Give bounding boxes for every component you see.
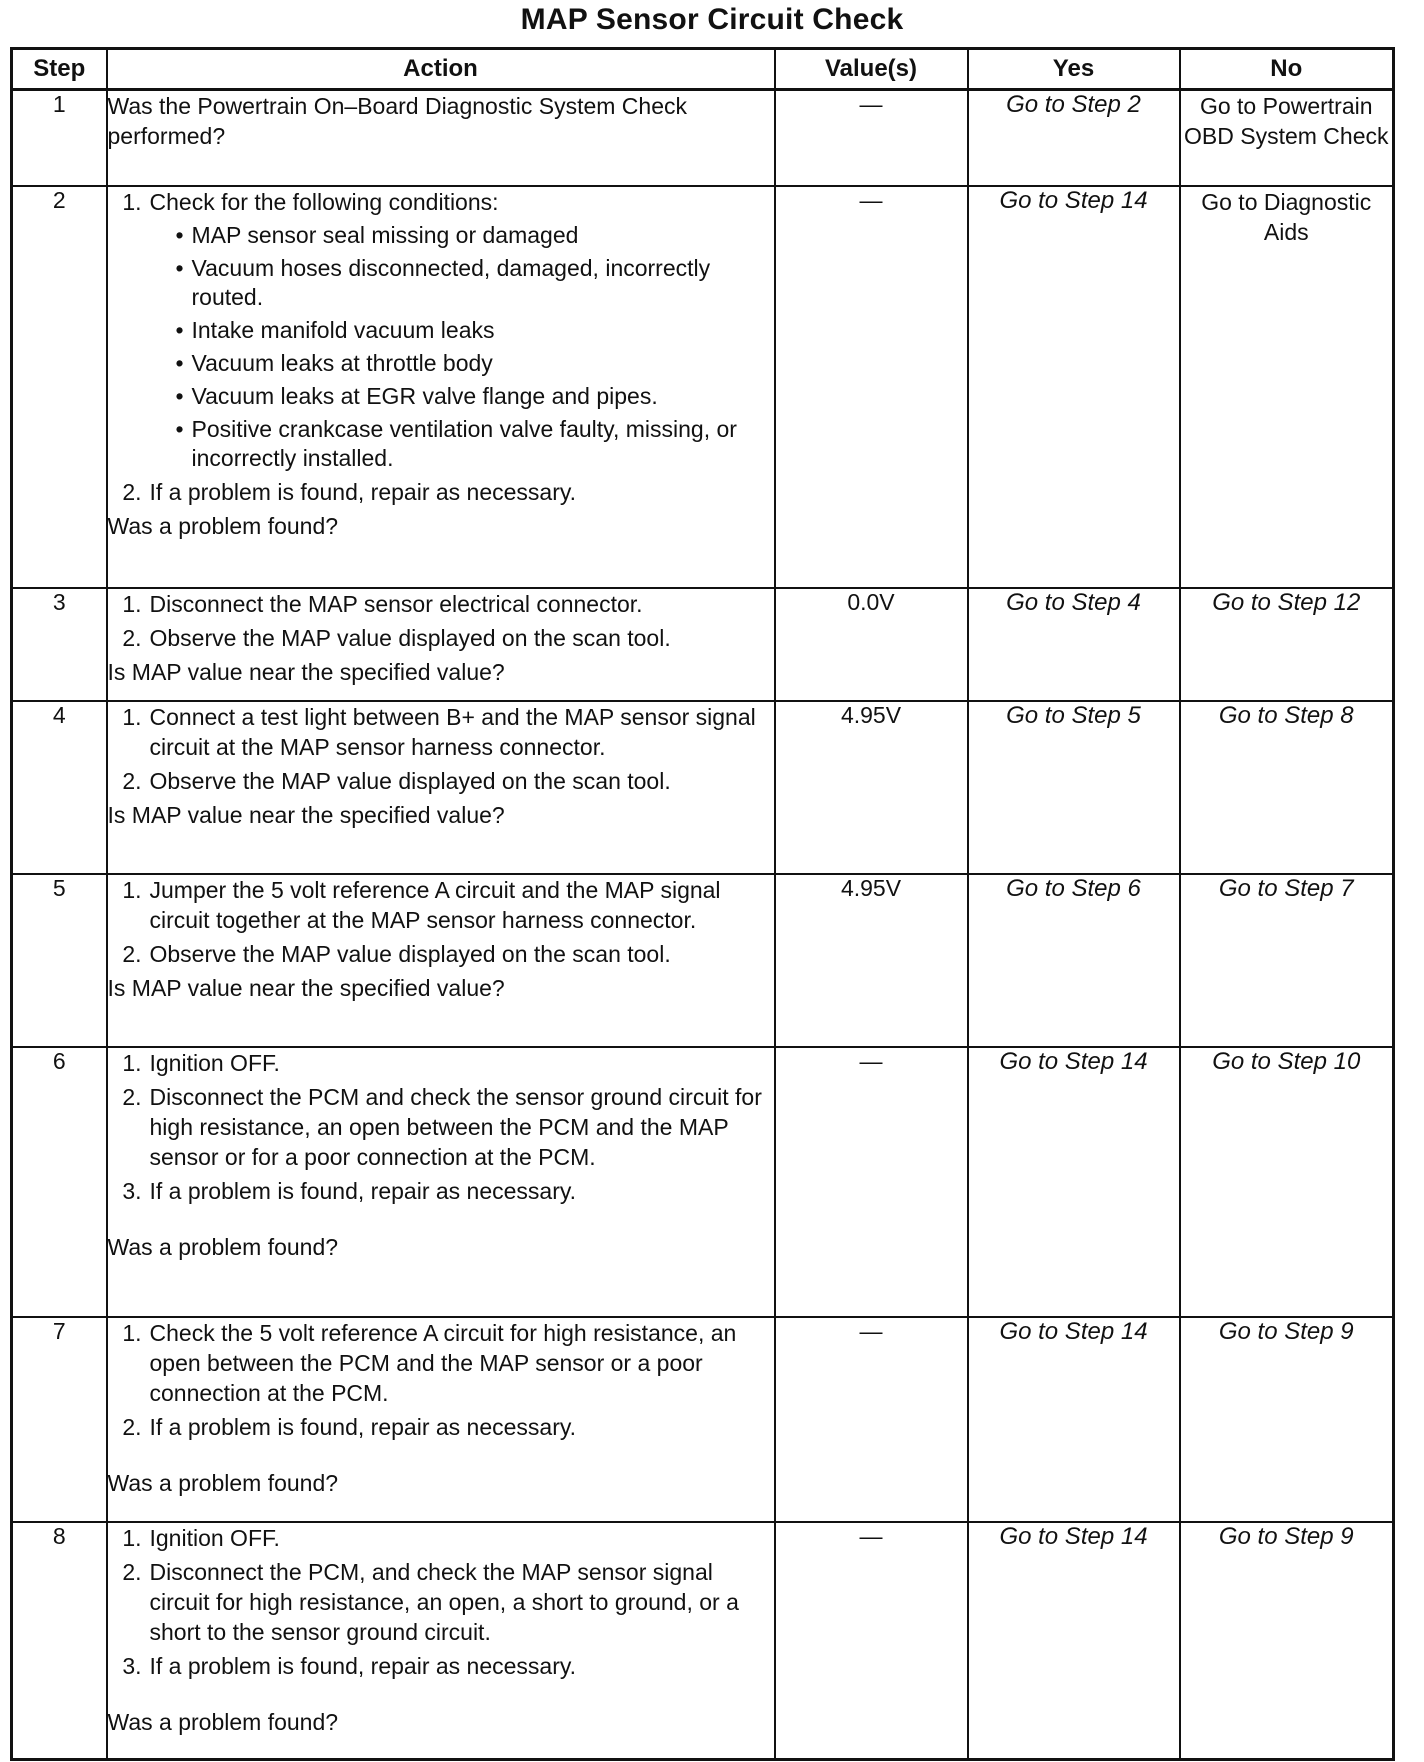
yes-cell (968, 1317, 1180, 1522)
yes-link[interactable]: Go to Step 4 (1006, 588, 1141, 616)
yes-link[interactable]: Go to Step 2 (1006, 91, 1141, 118)
table-row (12, 90, 1394, 186)
bullet-item: • MAP sensor seal missing or damaged (175, 221, 579, 248)
no-link[interactable]: Go to Step 9 (1218, 1317, 1354, 1345)
yes-link[interactable]: Go to Step 6 (1006, 874, 1141, 902)
no-link[interactable]: Go to Powertrain OBD System Check (1184, 93, 1389, 149)
action-question: Was the Powertrain On–Board Diagnostic System Check performed? (107, 93, 688, 149)
bullet-item: • Vacuum hoses disconnected, damaged, incorrectly routed. (175, 254, 711, 310)
action-cell (107, 1047, 775, 1317)
yes-link[interactable]: Go to Step 14 (999, 1522, 1148, 1550)
page-title: MAP Sensor Circuit Check (520, 3, 904, 36)
action-cell (107, 90, 775, 186)
numbered-item: 1. Disconnect the MAP sensor electrical connector. (122, 590, 643, 617)
table-row (12, 1317, 1394, 1522)
numbered-item: 1. Check for the following conditions: (122, 188, 499, 215)
action-cell (107, 874, 775, 1047)
table-row (12, 874, 1394, 1047)
header-row (12, 49, 1394, 90)
numbered-item: 2. If a problem is found, repair as necessary. (122, 1413, 577, 1440)
no-cell (1180, 701, 1394, 874)
numbered-item: 2. Observe the MAP value displayed on the scan tool. (122, 624, 671, 651)
header-step: Step (12, 49, 107, 90)
no-cell (1180, 186, 1394, 588)
action-cell (107, 1317, 775, 1522)
numbered-item: 2. Disconnect the PCM and check the sensor ground circuit for high resistance, an open between the PCM and the MAP sensor or for a poor connection at the PCM. (122, 1083, 762, 1170)
table-row (12, 1522, 1394, 1760)
value-cell: 4.95V (775, 701, 968, 874)
numbered-item: 2. Observe the MAP value displayed on the scan tool. (122, 767, 671, 794)
value-cell: — (775, 1522, 968, 1760)
numbered-item: 1. Ignition OFF. (122, 1524, 280, 1551)
bullet-item: • Vacuum leaks at throttle body (175, 349, 493, 376)
yes-link[interactable]: Go to Step 14 (999, 1317, 1148, 1345)
numbered-item: 3. If a problem is found, repair as necessary. (122, 1652, 577, 1679)
numbered-item: 2. If a problem is found, repair as necessary. (122, 478, 577, 505)
no-cell (1180, 588, 1394, 701)
value-cell: 4.95V (775, 874, 968, 1047)
step-number: 2 (12, 186, 107, 588)
value-cell: 0.0V (775, 588, 968, 701)
yes-cell (968, 90, 1180, 186)
action-cell (107, 701, 775, 874)
numbered-item: 1. Check the 5 volt reference A circuit for high resistance, an open between the PCM and the MAP sensor or a poor connection at the PCM. (122, 1319, 737, 1406)
value-cell: — (775, 90, 968, 186)
no-link[interactable]: Go to Step 9 (1218, 1522, 1354, 1550)
action-question: Was a problem found? (107, 512, 339, 539)
header-action: Action (107, 49, 775, 90)
yes-link[interactable]: Go to Step 14 (999, 1047, 1148, 1075)
step-number: 6 (12, 1047, 107, 1317)
action-question: Is MAP value near the specified value? (107, 801, 505, 828)
condition-list (108, 221, 774, 473)
step-number: 4 (12, 701, 107, 874)
no-cell (1180, 1522, 1394, 1760)
no-link[interactable]: Go to Step 8 (1218, 701, 1354, 729)
action-question: Was a problem found? (107, 1708, 339, 1735)
no-cell (1180, 1047, 1394, 1317)
numbered-item: 2. Observe the MAP value displayed on the scan tool. (122, 940, 671, 967)
no-link[interactable]: Go to Diagnostic Aids (1201, 188, 1372, 245)
step-number: 3 (12, 588, 107, 701)
bullet-item: • Intake manifold vacuum leaks (175, 316, 495, 343)
yes-cell (968, 1522, 1180, 1760)
numbered-item: 1. Jumper the 5 volt reference A circuit and the MAP signal circuit together at the MAP sensor harness connector. (122, 876, 721, 933)
table-row (12, 701, 1394, 874)
yes-link[interactable]: Go to Step 5 (1006, 701, 1141, 729)
bullet-item: • Vacuum leaks at EGR valve flange and pipes. (175, 382, 658, 409)
action-cell (107, 588, 775, 701)
action-question: Is MAP value near the specified value? (107, 974, 505, 1001)
yes-cell (968, 1047, 1180, 1317)
yes-cell (968, 588, 1180, 701)
step-number: 8 (12, 1522, 107, 1760)
value-cell: — (775, 1047, 968, 1317)
action-question: Is MAP value near the specified value? (107, 658, 505, 685)
numbered-item: 3. If a problem is found, repair as necessary. (122, 1177, 577, 1204)
header-yes: Yes (968, 49, 1180, 90)
step-number: 1 (12, 90, 107, 186)
bullet-item: • Positive crankcase ventilation valve faulty, missing, or incorrectly installed. (175, 415, 737, 471)
yes-link[interactable]: Go to Step 14 (999, 186, 1148, 214)
yes-cell (968, 874, 1180, 1047)
no-link[interactable]: Go to Step 7 (1218, 874, 1354, 902)
table-row (12, 186, 1394, 588)
table-row (12, 588, 1394, 701)
yes-cell (968, 701, 1180, 874)
no-link[interactable]: Go to Step 12 (1212, 588, 1361, 616)
value-cell: — (775, 1317, 968, 1522)
numbered-item: 1. Connect a test light between B+ and the MAP sensor signal circuit at the MAP sensor harness connector. (122, 703, 756, 760)
step-number: 5 (12, 874, 107, 1047)
action-question: Was a problem found? (107, 1233, 339, 1260)
no-cell (1180, 874, 1394, 1047)
no-link[interactable]: Go to Step 10 (1212, 1047, 1361, 1075)
yes-cell (968, 186, 1180, 588)
no-cell (1180, 1317, 1394, 1522)
no-cell (1180, 90, 1394, 186)
header-values: Value(s) (775, 49, 968, 90)
numbered-item: 1. Ignition OFF. (122, 1049, 280, 1076)
diagnostic-table (10, 47, 1395, 1761)
action-cell (107, 1522, 775, 1760)
action-cell (107, 186, 775, 588)
action-question: Was a problem found? (107, 1469, 339, 1496)
numbered-item: 2. Disconnect the PCM, and check the MAP sensor signal circuit for high resistance, an open, a short to ground, or a short to the sensor ground circuit. (122, 1558, 739, 1645)
step-number: 7 (12, 1317, 107, 1522)
value-cell: — (775, 186, 968, 588)
table-row (12, 1047, 1394, 1317)
header-no: No (1180, 49, 1394, 90)
